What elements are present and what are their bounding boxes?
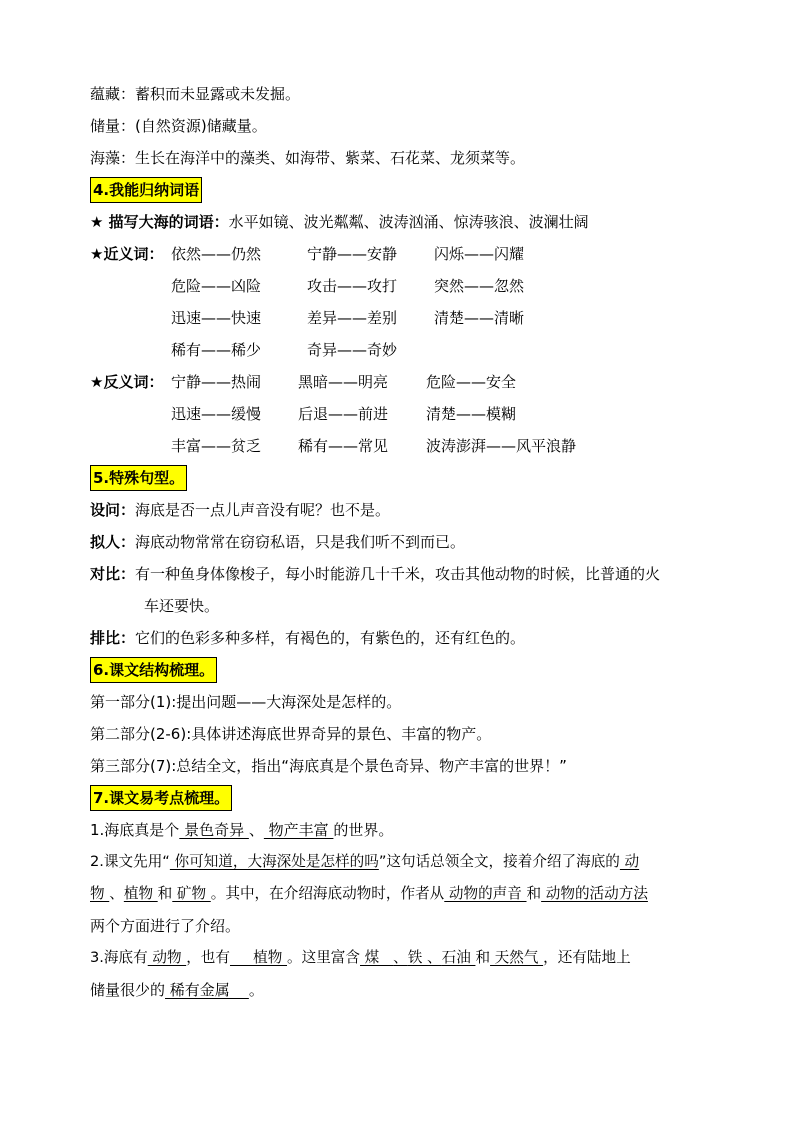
- question-text: 。: [248, 981, 264, 999]
- def-term: 储量：: [90, 117, 136, 135]
- word-pair: 稀有——常见: [298, 437, 389, 455]
- def-line: [90, 110, 710, 142]
- question-3: [90, 942, 710, 974]
- sentence-item: [90, 558, 710, 590]
- sentence-text: 海底是否一点儿声音没有呢？也不是。: [135, 501, 391, 519]
- word-pair: 迅速——快速: [171, 309, 262, 327]
- word-pair: 清楚——模糊: [426, 405, 517, 423]
- sea-words: 水平如镜、波光粼粼、波涛汹涌、惊涛骇浪、波澜壮阔: [228, 213, 589, 231]
- question-text: 、: [109, 885, 124, 902]
- structure-part: 第一部分(1):提出问题——大海深处是怎样的。: [90, 693, 402, 711]
- word-pair: 清楚——清晰: [434, 309, 525, 327]
- word-pair: 迅速——缓慢: [171, 405, 262, 423]
- section-4: [90, 174, 710, 206]
- sentence-text: 有一种鱼身体像梭子，每小时能游几十千米，攻击其他动物的时候，比普通的火: [135, 565, 661, 583]
- def-line: [90, 142, 710, 174]
- question-text: 2.课文先用“: [90, 853, 170, 870]
- antonym-label: ★反义词：: [90, 373, 164, 391]
- answer-blank: 天然气: [490, 949, 544, 966]
- section-5: [90, 462, 710, 494]
- question-text: 3.海底有: [90, 949, 148, 966]
- structure-part: 第二部分(2-6):具体讲述海底世界奇异的景色、丰富的物产。: [90, 725, 492, 743]
- question-text: 两个方面进行了介绍。: [90, 917, 241, 935]
- word-pair: 稀有——稀少: [171, 341, 262, 359]
- answer-blank: 物产丰富: [263, 821, 334, 839]
- answer-blank: 物: [90, 885, 110, 902]
- answer-blank: 你可知道，大海深处是怎样的吗: [169, 853, 379, 870]
- sentence-text: 车还要快。: [144, 597, 220, 615]
- answer-blank: 动物的声音: [444, 885, 527, 902]
- section-heading: 6.课文结构梳理。: [90, 657, 217, 683]
- answer-blank: 石油: [441, 949, 476, 966]
- word-pair: 丰富——贫乏: [171, 437, 262, 455]
- question-text: ，也有: [186, 949, 230, 966]
- question-text: 、: [248, 821, 264, 839]
- word-pair: 突然——忽然: [434, 277, 525, 295]
- question-text: ，还有陆地上: [543, 949, 631, 966]
- sentence-text: 它们的色彩多种多样，有褐色的，有紫色的，还有红色的。: [135, 629, 526, 647]
- structure-part: 第三部分(7):总结全文，指出“海底真是个景色奇异、物产丰富的世界！”: [90, 757, 567, 775]
- sentence-label: 设问：: [90, 501, 136, 519]
- answer-blank: 稀有金属: [165, 981, 249, 999]
- sentence-text: 海底动物常常在窃窃私语，只是我们听不到而已。: [135, 533, 466, 551]
- answer-blank: 动物的活动方法: [541, 885, 648, 902]
- sea-words-line: [90, 206, 710, 238]
- antonym-row: [90, 398, 710, 430]
- question-text: 和: [157, 885, 173, 902]
- word-pair: 攻击——攻打: [307, 277, 398, 295]
- document-page: [90, 78, 710, 1006]
- def-text: 生长在海洋中的藻类、如海带、紫菜、石花菜、龙须菜等。: [135, 149, 526, 167]
- def-text: (自然资源)储藏量。: [135, 117, 267, 135]
- question-2: [90, 846, 710, 878]
- sentence-item: [90, 494, 710, 526]
- word-pair: 闪烁——闪耀: [434, 245, 525, 263]
- def-term: 海藻：: [90, 149, 136, 167]
- def-text: 蓄积而未显露或未发掘。: [135, 85, 301, 103]
- word-pair: 危险——凶险: [171, 277, 262, 295]
- word-pair: 黑暗——明亮: [298, 373, 389, 391]
- word-pair: 奇异——奇妙: [307, 341, 398, 359]
- question-text: 。其中，在介绍海底动物时，作者从: [210, 885, 445, 902]
- word-pair: 危险——安全: [426, 373, 517, 391]
- question-1: [90, 814, 710, 846]
- synonym-row: [90, 302, 710, 334]
- question-text: 和: [526, 885, 542, 902]
- sentence-label: 排比：: [90, 629, 136, 647]
- sentence-item: [90, 526, 710, 558]
- antonym-row: [90, 366, 710, 398]
- word-pair: 波涛澎湃——风平浪静: [426, 437, 577, 455]
- section-heading: 7.课文易考点梳理。: [90, 785, 232, 811]
- question-text: 1.海底真是个: [90, 821, 180, 839]
- answer-blank: 植物: [123, 885, 158, 902]
- answer-blank: 动: [619, 853, 640, 870]
- word-pair: 依然——仍然: [171, 245, 262, 263]
- question-text: 的世界。: [333, 821, 394, 839]
- question-text: 。这里富含: [287, 949, 360, 966]
- antonym-row: [90, 430, 710, 462]
- sentence-item: [90, 622, 710, 654]
- synonym-row: [90, 270, 710, 302]
- section-heading: 5.特殊句型。: [90, 465, 187, 491]
- sentence-continuation: [90, 590, 710, 622]
- sentence-label: 对比：: [90, 565, 136, 583]
- section-6: [90, 654, 710, 686]
- word-pair: 后退——前进: [298, 405, 389, 423]
- question-2-cont: [90, 910, 710, 942]
- question-3-cont: [90, 974, 710, 1006]
- def-line: [90, 78, 710, 110]
- answer-blank: 铁: [407, 949, 427, 966]
- synonym-label: ★近义词：: [90, 245, 164, 263]
- sea-words-label: ★ 描写大海的词语：: [90, 213, 229, 231]
- sentence-label: 拟人：: [90, 533, 136, 551]
- word-pair: 宁静——热闹: [171, 373, 262, 391]
- answer-blank: 动物: [147, 949, 187, 966]
- question-text: 和: [475, 949, 491, 966]
- answer-blank: 景色奇异: [179, 821, 249, 839]
- word-pair: 宁静——安静: [307, 245, 398, 263]
- answer-blank: 矿物: [172, 885, 211, 902]
- def-term: 蕴藏：: [90, 85, 136, 103]
- section-heading: 4.我能归纳词语: [90, 177, 202, 203]
- question-text: 、: [427, 949, 442, 966]
- synonym-row: [90, 334, 710, 366]
- answer-blank: 植物: [229, 949, 288, 966]
- question-text: 储量很少的: [90, 981, 166, 999]
- question-text: 、: [393, 949, 408, 966]
- word-pair: 差异——差别: [307, 309, 398, 327]
- answer-blank: 煤: [360, 949, 394, 966]
- synonym-row: [90, 238, 710, 270]
- question-text: ”这句话总领全文，接着介绍了海底的: [378, 853, 620, 870]
- section-7: [90, 782, 710, 814]
- question-2-cont: [90, 878, 710, 910]
